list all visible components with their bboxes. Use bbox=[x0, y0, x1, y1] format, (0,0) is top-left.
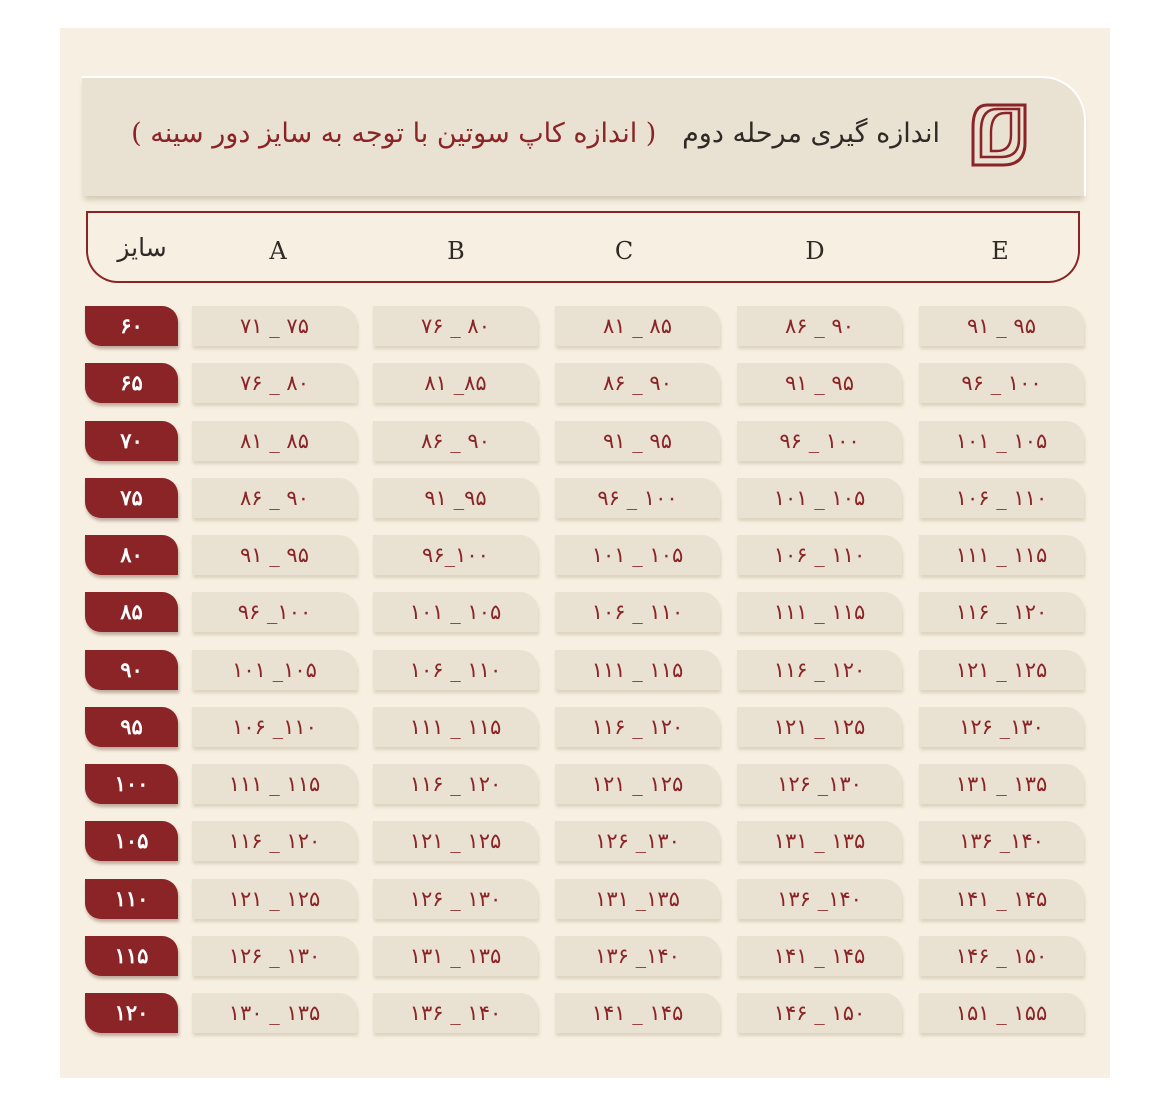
range-cell: ۱۱۱ _ ۱۱۵ bbox=[373, 707, 538, 747]
size-badge: ۶۰ bbox=[85, 306, 178, 346]
range-cell: ۱۰۱ _ ۱۰۵ bbox=[737, 478, 902, 518]
range-cell: ۱۴۱ _ ۱۴۵ bbox=[919, 879, 1084, 919]
table-row bbox=[0, 306, 1170, 348]
range-cell: ۹۱ _ ۹۵ bbox=[192, 535, 357, 575]
table-row bbox=[0, 650, 1170, 692]
size-column-header: سایز bbox=[117, 233, 167, 262]
range-cell: ۹۱ _ ۹۵ bbox=[737, 363, 902, 403]
range-cell: ۱۰۶ _ ۱۱۰ bbox=[919, 478, 1084, 518]
range-cell: ۱۰۶ _ ۱۱۰ bbox=[555, 592, 720, 632]
range-cell: ۱۱۱ _ ۱۱۵ bbox=[919, 535, 1084, 575]
range-cell: ۱۳۶ _ ۱۴۰ bbox=[373, 993, 538, 1033]
size-badge: ۸۰ bbox=[85, 535, 178, 575]
range-cell: ۸۶ _ ۹۰ bbox=[192, 478, 357, 518]
range-cell: ۱۳۱ _۱۳۵ bbox=[555, 879, 720, 919]
range-cell: ۱۴۱ _ ۱۴۵ bbox=[737, 936, 902, 976]
range-cell: ۱۱۶ _ ۱۲۰ bbox=[192, 821, 357, 861]
size-badge: ۶۵ bbox=[85, 363, 178, 403]
range-cell: ۱۰۶ _ ۱۱۰ bbox=[737, 535, 902, 575]
range-cell: ۹۶ _ ۱۰۰ bbox=[737, 421, 902, 461]
range-cell: ۱۲۶ _۱۳۰ bbox=[919, 707, 1084, 747]
brand-logo-icon bbox=[967, 99, 1031, 171]
range-cell: ۱۲۱ _ ۱۲۵ bbox=[737, 707, 902, 747]
range-cell: ۸۶ _ ۹۰ bbox=[555, 363, 720, 403]
range-cell: ۱۲۱ _ ۱۲۵ bbox=[919, 650, 1084, 690]
table-row bbox=[0, 478, 1170, 520]
range-cell: ۹۱ _ ۹۵ bbox=[919, 306, 1084, 346]
table-row bbox=[0, 535, 1170, 577]
range-cell: ۱۵۱ _ ۱۵۵ bbox=[919, 993, 1084, 1033]
range-cell: ۱۴۶ _ ۱۵۰ bbox=[737, 993, 902, 1033]
title-main: اندازه گیری مرحله دوم bbox=[682, 118, 940, 149]
page-title bbox=[131, 114, 940, 154]
range-cell: ۱۱۶ _ ۱۲۰ bbox=[919, 592, 1084, 632]
range-cell: ۱۰۱ _ ۱۰۵ bbox=[919, 421, 1084, 461]
title-subtitle: ( اندازه کاپ سوتین با توجه به سایز دور سینه ) bbox=[131, 118, 657, 149]
range-cell: ۷۶ _ ۸۰ bbox=[373, 306, 538, 346]
range-cell: ۱۳۶ _۱۴۰ bbox=[737, 879, 902, 919]
range-cell: ۹۶ _۱۰۰ bbox=[192, 592, 357, 632]
size-badge: ۷۵ bbox=[85, 478, 178, 518]
range-cell: ۱۳۶ _۱۴۰ bbox=[555, 936, 720, 976]
size-badge: ۱۱۵ bbox=[85, 936, 178, 976]
range-cell: ۱۴۱ _ ۱۴۵ bbox=[555, 993, 720, 1033]
size-badge: ۱۱۰ bbox=[85, 879, 178, 919]
range-cell: ۱۲۶ _۱۳۰ bbox=[737, 764, 902, 804]
size-badge: ۹۵ bbox=[85, 707, 178, 747]
range-cell: ۱۲۶ _ ۱۳۰ bbox=[373, 879, 538, 919]
range-cell: ۱۱۱ _ ۱۱۵ bbox=[737, 592, 902, 632]
range-cell: ۱۳۰ _ ۱۳۵ bbox=[192, 993, 357, 1033]
size-badge: ۸۵ bbox=[85, 592, 178, 632]
column-header-a: A bbox=[269, 237, 287, 265]
table-row bbox=[0, 936, 1170, 978]
range-cell: ۱۰۶ _ ۱۱۰ bbox=[373, 650, 538, 690]
range-cell: ۸۱ _۸۵ bbox=[373, 363, 538, 403]
range-cell: ۷۶ _ ۸۰ bbox=[192, 363, 357, 403]
range-cell: ۷۱ _ ۷۵ bbox=[192, 306, 357, 346]
size-badge: ۱۲۰ bbox=[85, 993, 178, 1033]
range-cell: ۱۰۶ _۱۱۰ bbox=[192, 707, 357, 747]
table-header bbox=[86, 211, 1080, 283]
range-cell: ۱۳۶ _۱۴۰ bbox=[919, 821, 1084, 861]
range-cell: ۸۱ _ ۸۵ bbox=[192, 421, 357, 461]
range-cell: ۱۰۱ _ ۱۰۵ bbox=[555, 535, 720, 575]
column-header-b: B bbox=[447, 237, 465, 265]
range-cell: ۱۲۱ _ ۱۲۵ bbox=[555, 764, 720, 804]
table-row bbox=[0, 879, 1170, 921]
size-badge: ۹۰ bbox=[85, 650, 178, 690]
size-badge: ۱۰۰ bbox=[85, 764, 178, 804]
table-row bbox=[0, 707, 1170, 749]
range-cell: ۹۶_۱۰۰ bbox=[373, 535, 538, 575]
range-cell: ۱۲۶ _۱۳۰ bbox=[555, 821, 720, 861]
range-cell: ۱۰۱ _ ۱۰۵ bbox=[373, 592, 538, 632]
column-header-c: C bbox=[614, 237, 634, 265]
range-cell: ۱۱۶ _ ۱۲۰ bbox=[555, 707, 720, 747]
range-cell: ۱۰۱ _۱۰۵ bbox=[192, 650, 357, 690]
range-cell: ۹۱ _ ۹۵ bbox=[555, 421, 720, 461]
size-badge: ۷۰ bbox=[85, 421, 178, 461]
column-header-e: E bbox=[991, 237, 1009, 265]
range-cell: ۱۲۶ _ ۱۳۰ bbox=[192, 936, 357, 976]
table-row bbox=[0, 363, 1170, 405]
table-row bbox=[0, 764, 1170, 806]
table-row bbox=[0, 421, 1170, 463]
range-cell: ۹۶ _ ۱۰۰ bbox=[555, 478, 720, 518]
column-header-d: D bbox=[805, 237, 825, 265]
range-cell: ۱۳۱ _ ۱۳۵ bbox=[919, 764, 1084, 804]
table-row bbox=[0, 592, 1170, 634]
range-cell: ۱۱۱ _ ۱۱۵ bbox=[555, 650, 720, 690]
range-cell: ۸۶ _ ۹۰ bbox=[737, 306, 902, 346]
range-cell: ۱۱۶ _ ۱۲۰ bbox=[373, 764, 538, 804]
range-cell: ۱۴۶ _ ۱۵۰ bbox=[919, 936, 1084, 976]
table-row bbox=[0, 821, 1170, 863]
range-cell: ۱۳۱ _ ۱۳۵ bbox=[373, 936, 538, 976]
range-cell: ۹۶ _ ۱۰۰ bbox=[919, 363, 1084, 403]
range-cell: ۹۱ _۹۵ bbox=[373, 478, 538, 518]
range-cell: ۱۱۶ _ ۱۲۰ bbox=[737, 650, 902, 690]
range-cell: ۱۳۱ _ ۱۳۵ bbox=[737, 821, 902, 861]
range-cell: ۱۱۱ _ ۱۱۵ bbox=[192, 764, 357, 804]
size-badge: ۱۰۵ bbox=[85, 821, 178, 861]
range-cell: ۱۲۱ _ ۱۲۵ bbox=[373, 821, 538, 861]
range-cell: ۸۱ _ ۸۵ bbox=[555, 306, 720, 346]
range-cell: ۸۶ _ ۹۰ bbox=[373, 421, 538, 461]
range-cell: ۱۲۱ _ ۱۲۵ bbox=[192, 879, 357, 919]
table-row bbox=[0, 993, 1170, 1035]
